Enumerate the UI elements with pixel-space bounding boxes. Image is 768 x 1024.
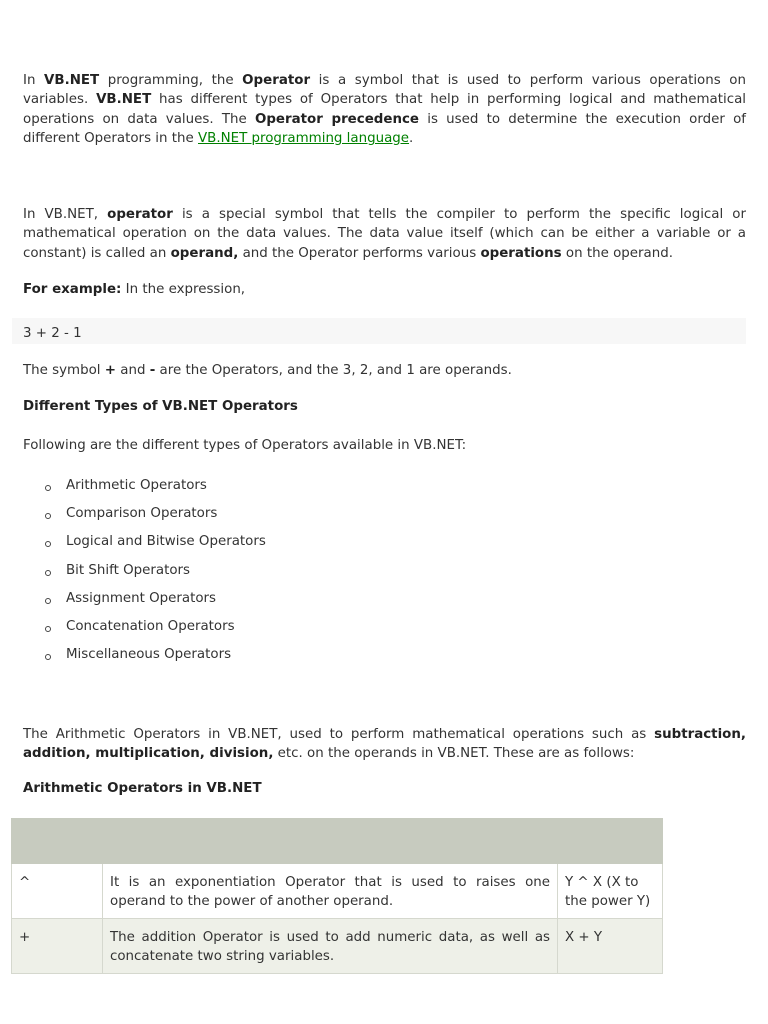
- arithmetic-bold-operations: subtraction, addition, multiplication, division,: [23, 727, 746, 762]
- list-item: [45, 619, 266, 647]
- arithmetic-heading: Arithmetic Operators in VB.NET: [23, 781, 262, 796]
- list-item: [45, 591, 266, 619]
- operator-cell: ^: [12, 864, 103, 919]
- symbol-note-text: and: [116, 363, 150, 378]
- bullet-icon: [45, 513, 51, 519]
- types-intro: Following are the different types of Operators available in VB.NET:: [23, 438, 467, 453]
- symbol-note-text: are the Operators, and the 3, 2, and 1 are operands.: [155, 363, 512, 378]
- list-item: [45, 563, 266, 591]
- intro-bold-vbnet: VB.NET: [44, 73, 100, 88]
- intro-text: programming, the: [99, 73, 243, 88]
- definition-bold-operations: operations: [480, 245, 562, 261]
- table-row: [12, 919, 663, 974]
- intro-text: is used to determine the execution order of different Operators in the: [23, 111, 746, 146]
- intro-bold-precedence: Operator precedence: [254, 111, 420, 127]
- table-row: [12, 864, 663, 919]
- column-header-example: [558, 819, 663, 864]
- example-cell: Y ^ X (X to the power Y): [558, 864, 663, 919]
- bullet-icon: [45, 570, 51, 576]
- list-item: [45, 478, 266, 506]
- intro-text: has different types of Operators that help in performing logical and mathematical operations on data values. The: [23, 92, 746, 127]
- example-label: For example:: [23, 282, 122, 297]
- symbol-note-text: The symbol: [23, 363, 105, 378]
- operator-cell: +: [12, 919, 103, 974]
- operator-types-list: [45, 478, 266, 675]
- intro-text: .: [409, 130, 414, 146]
- definition-bold-operand: operand,: [170, 245, 239, 261]
- column-header-description: [103, 819, 558, 864]
- plus-symbol: +: [104, 363, 117, 378]
- definition-text: on the operand.: [561, 245, 673, 261]
- bullet-icon: [45, 654, 51, 660]
- bullet-icon: [45, 626, 51, 632]
- minus-symbol: -: [149, 363, 156, 378]
- types-heading: Different Types of VB.NET Operators: [23, 399, 298, 414]
- description-cell: The addition Operator is used to add numeric data, as well as concatenate two string variables.: [103, 919, 558, 974]
- code-example: 3 + 2 - 1: [12, 318, 746, 344]
- column-header-operator: [12, 819, 103, 864]
- bullet-icon: [45, 485, 51, 491]
- list-item-label: Arithmetic Operators: [66, 478, 207, 493]
- intro-text: In: [23, 73, 45, 88]
- list-item-label: Logical and Bitwise Operators: [66, 534, 266, 550]
- example-cell: X + Y: [558, 919, 663, 974]
- example-text: In the expression,: [121, 282, 246, 297]
- arithmetic-intro-text: etc. on the operands in VB.NET. These are as follows:: [273, 746, 635, 762]
- example-paragraph: [23, 280, 746, 299]
- list-item: [45, 647, 266, 675]
- arithmetic-intro-text: The Arithmetic Operators in VB.NET, used to perform mathematical operations such as: [23, 727, 655, 742]
- description-cell: It is an exponentiation Operator that is used to raises one operand to the power of another operand.: [103, 864, 558, 919]
- definition-bold-operator: operator: [107, 207, 173, 222]
- intro-paragraph: [23, 71, 746, 148]
- list-item-label: Comparison Operators: [66, 506, 218, 522]
- intro-text: is a symbol that is used to perform various operations on variables.: [23, 73, 746, 108]
- arithmetic-operators-table: [11, 818, 663, 974]
- list-item-label: Assignment Operators: [66, 590, 217, 606]
- definition-text: In VB.NET,: [23, 207, 108, 222]
- list-item-label: Bit Shift Operators: [66, 562, 191, 578]
- bullet-icon: [45, 541, 51, 547]
- bullet-icon: [45, 598, 51, 604]
- list-item-label: Miscellaneous Operators: [66, 647, 232, 663]
- arithmetic-intro: [23, 725, 746, 764]
- definition-paragraph: [23, 205, 746, 263]
- list-item: [45, 534, 266, 562]
- vbnet-language-link[interactable]: VB.NET programming language: [198, 130, 410, 146]
- definition-text: is a special symbol that tells the compiler to perform the specific logical or mathematical operation on the data values. The data value itself (which can be either a variable or a constant) is called an: [23, 207, 747, 261]
- list-item-label: Concatenation Operators: [66, 618, 235, 634]
- definition-text: and the Operator performs various: [238, 245, 481, 261]
- intro-bold-vbnet-2: VB.NET: [96, 92, 152, 108]
- table-header-row: [12, 819, 663, 864]
- list-item: [45, 506, 266, 534]
- intro-bold-operator: Operator: [242, 73, 311, 88]
- symbol-note: [23, 361, 746, 380]
